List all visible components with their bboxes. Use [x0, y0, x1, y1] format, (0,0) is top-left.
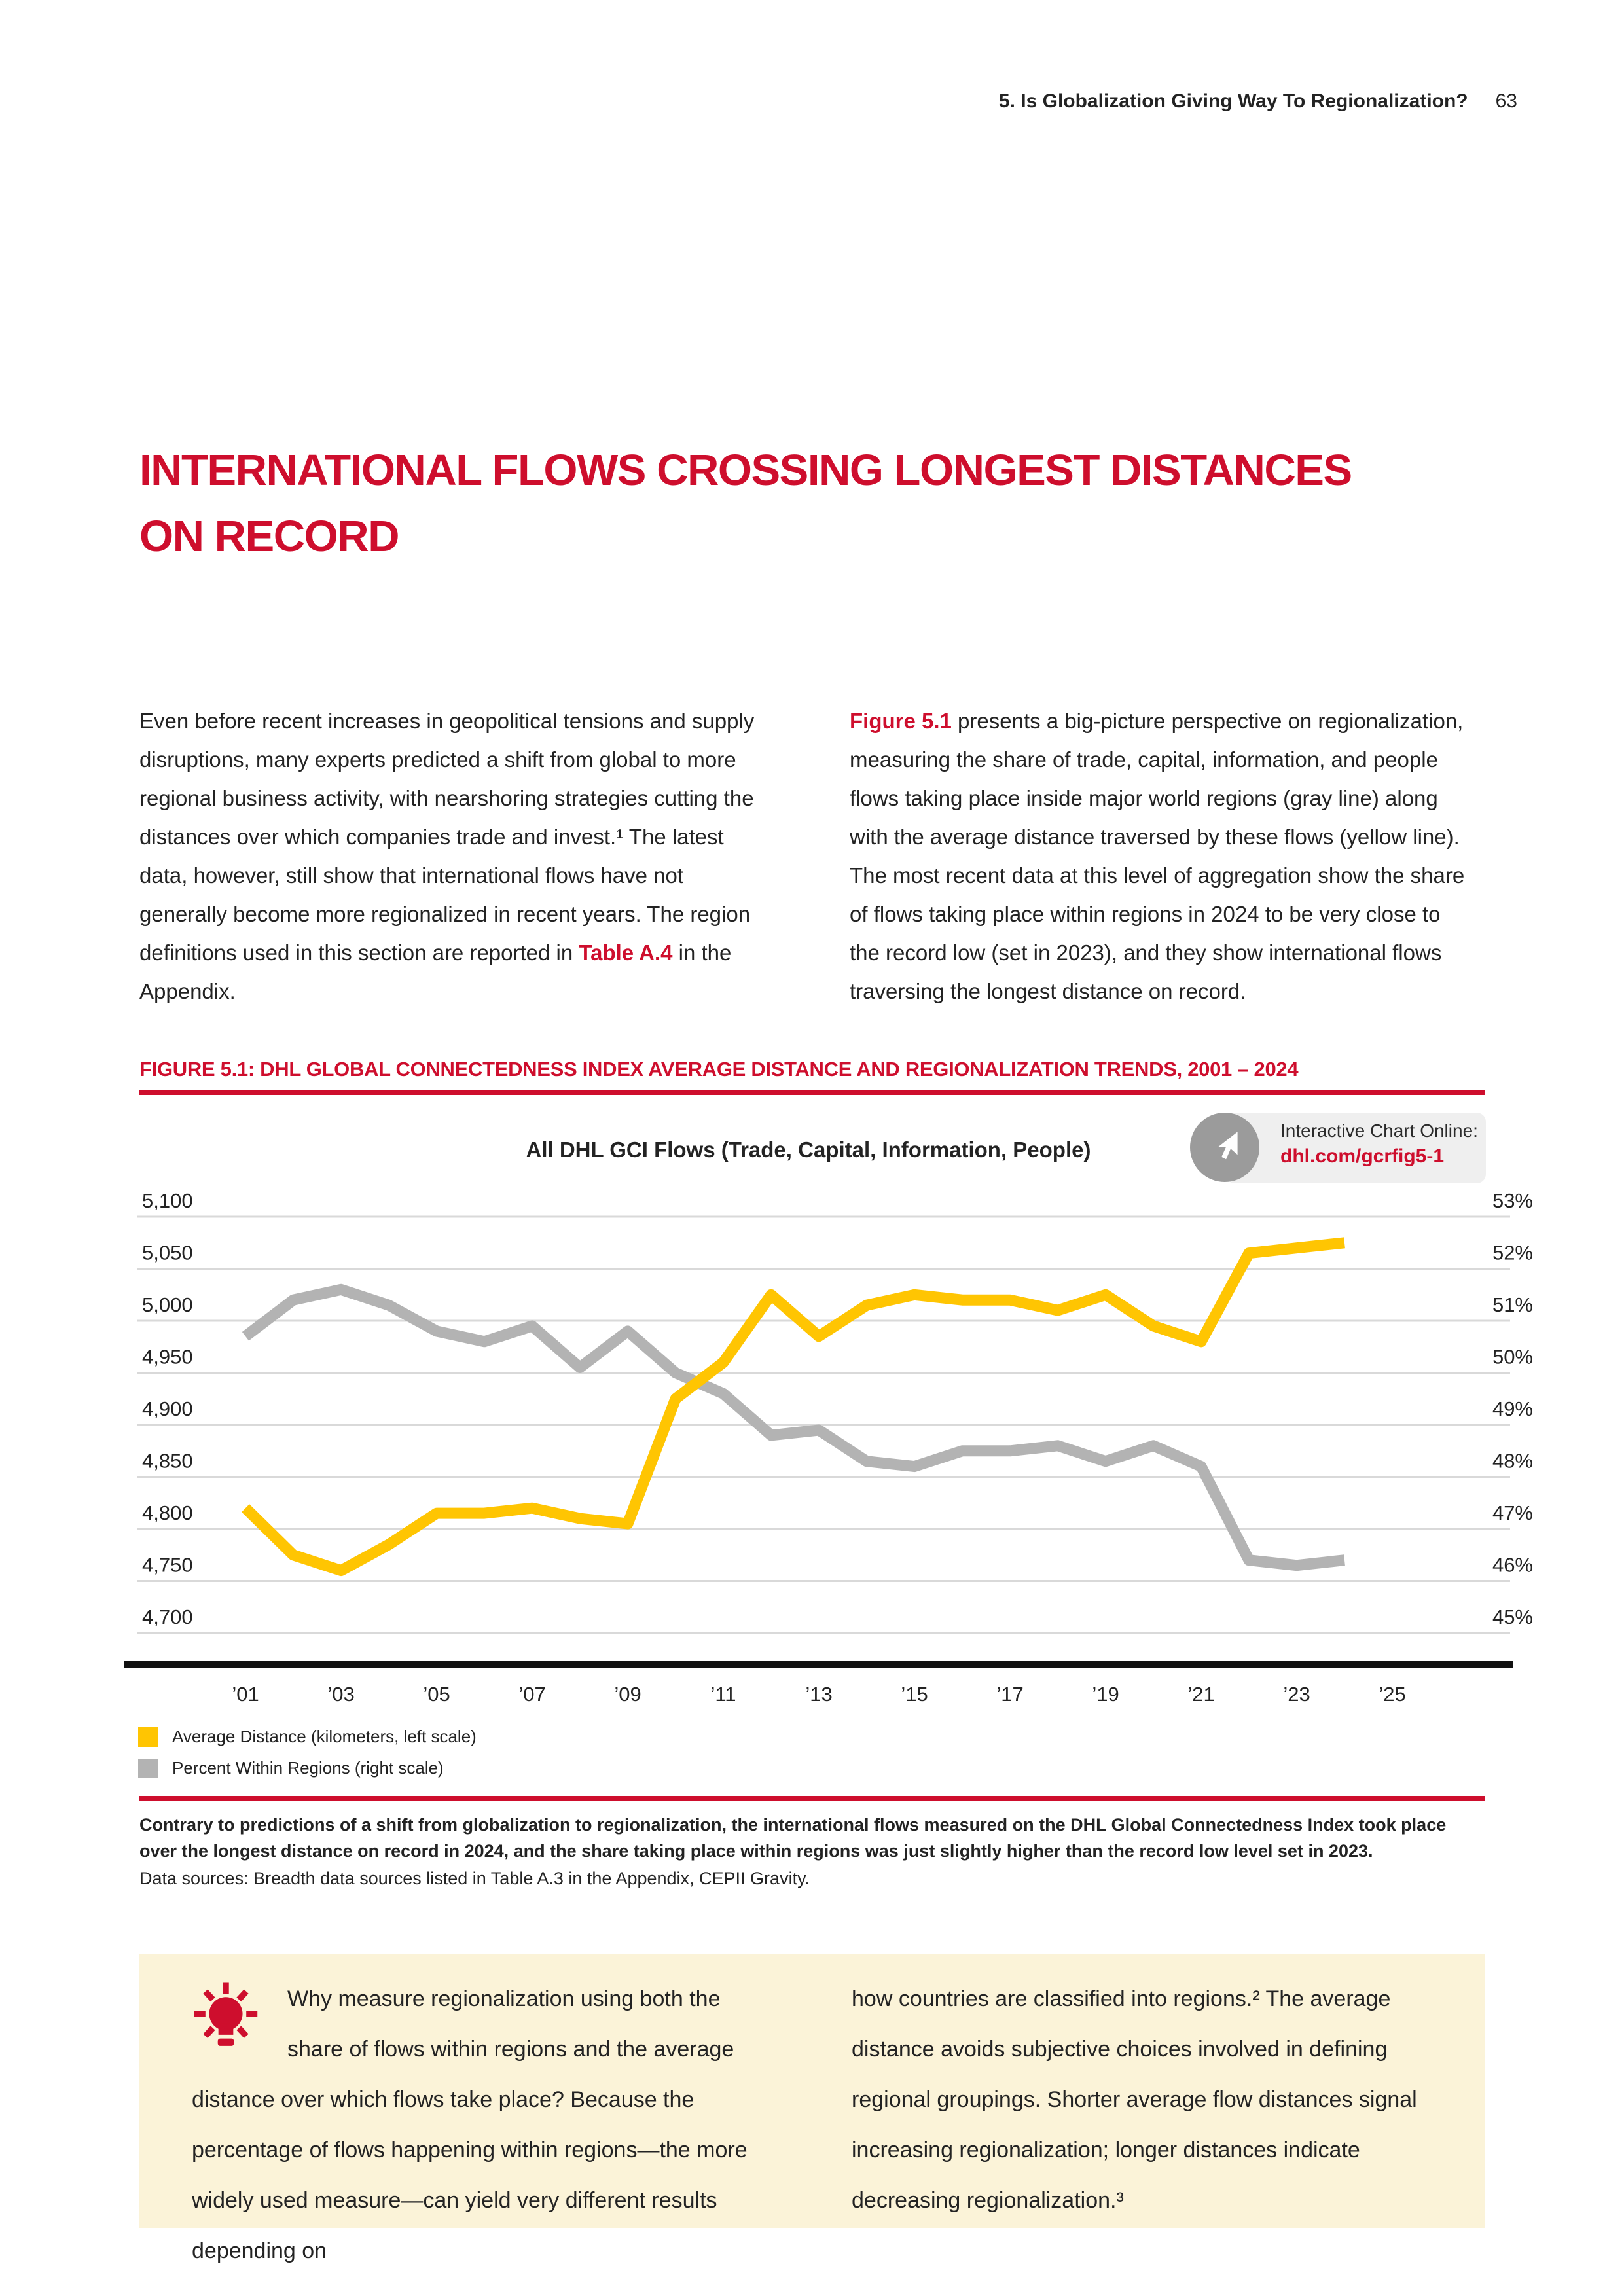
section-title-line2: ON RECORD: [139, 512, 399, 561]
x-axis-tick: ’01: [232, 1683, 259, 1706]
lightbulb-icon: [192, 1978, 260, 2067]
left-axis-tick: 4,700: [142, 1605, 193, 1628]
right-axis-tick: 49%: [1492, 1397, 1533, 1420]
insight-callout-box: [139, 1954, 1485, 2263]
chart-title: All DHL GCI Flows (Trade, Capital, Information, People): [526, 1138, 1091, 1162]
left-axis-tick: 4,750: [142, 1553, 193, 1577]
x-axis-line: [124, 1661, 1513, 1668]
intro-left-column: [139, 702, 760, 1011]
left-axis-tick: 4,950: [142, 1345, 193, 1369]
left-axis-tick: 4,900: [142, 1397, 193, 1420]
page-number: 63: [1495, 90, 1517, 112]
figure-chart-svg: [124, 1191, 1538, 1715]
left-axis-tick: 5,000: [142, 1293, 193, 1316]
legend-swatch: [138, 1759, 158, 1778]
section-title: [139, 437, 1514, 569]
callout-left-column: [192, 1974, 771, 2276]
legend-label: Average Distance (kilometers, left scale): [172, 1727, 477, 1746]
x-axis-tick: ’07: [518, 1683, 546, 1706]
figure-top-rule: [139, 1090, 1485, 1095]
x-axis-tick: ’19: [1092, 1683, 1119, 1706]
intro-right-text: presents a big-picture perspective on regionalization, measuring the share of trade, capital, information, and people flows taking place inside major world regions (gray line) along with the average distance traversed by these flows (yellow line). The most recent data at this level of aggregation show the share of flows taking place within regions in 2024 to be very close to the record low (set in 2023), and they show international flows traversing the longest distance on record.: [850, 709, 1465, 1003]
right-axis-tick: 45%: [1492, 1605, 1533, 1628]
average-distance-line: [245, 1243, 1344, 1571]
left-axis-tick: 5,100: [142, 1191, 193, 1212]
x-axis-tick: ’15: [901, 1683, 928, 1706]
callout-right-column: [852, 1974, 1431, 2226]
x-axis-tick: ’03: [327, 1683, 355, 1706]
x-axis-tick: ’23: [1283, 1683, 1310, 1706]
legend-item: [138, 1727, 477, 1747]
x-axis-tick: ’05: [423, 1683, 450, 1706]
callout-left-text: Why measure regionalization using both the share of flows within regions and the average distance over which flows take place? Because the percentage of flows happening within regions—the more widely used measure—can yield very different results depending on: [192, 1986, 748, 2263]
table-a4-link[interactable]: Table A.4: [579, 941, 673, 965]
left-axis-tick: 5,050: [142, 1241, 193, 1265]
figure-chart: [124, 1191, 1538, 1715]
left-axis-tick: 4,850: [142, 1449, 193, 1473]
interactive-badge-label: Interactive Chart Online:: [1280, 1121, 1478, 1141]
intro-right-column: [850, 702, 1470, 1011]
x-axis-tick: ’21: [1187, 1683, 1215, 1706]
figure-5-1-link[interactable]: Figure 5.1: [850, 709, 952, 733]
legend-swatch: [138, 1727, 158, 1747]
right-axis-tick: 53%: [1492, 1191, 1533, 1212]
right-axis-tick: 48%: [1492, 1449, 1533, 1473]
intro-left-text-end: in the Appendix.: [139, 941, 732, 1003]
x-axis-tick: ’13: [805, 1683, 833, 1706]
figure-data-sources: Data sources: Breadth data sources listed in Table A.3 in the Appendix, CEPII Gravity.: [139, 1869, 810, 1888]
interactive-badge-url[interactable]: dhl.com/gcrfig5-1: [1280, 1145, 1445, 1167]
callout-right-text: how countries are classified into regions.² The average distance avoids subjective choices involved in defining regional groupings. Shorter average flow distances signal increasing regionalization; longer distances indicate decreasing regionalization.³: [852, 1986, 1417, 2213]
figure-heading: FIGURE 5.1: DHL GLOBAL CONNECTEDNESS INDEX AVERAGE DISTANCE AND REGIONALIZATION TRENDS, 2001 – 2024: [139, 1058, 1299, 1081]
left-axis-tick: 4,800: [142, 1501, 193, 1524]
right-axis-tick: 52%: [1492, 1241, 1533, 1265]
section-title-line1: INTERNATIONAL FLOWS CROSSING LONGEST DISTANCES: [139, 446, 1352, 495]
right-axis-tick: 46%: [1492, 1553, 1533, 1577]
right-axis-tick: 50%: [1492, 1345, 1533, 1369]
x-axis-tick: ’25: [1379, 1683, 1406, 1706]
right-axis-tick: 47%: [1492, 1501, 1533, 1524]
page-header: [999, 90, 1517, 113]
chapter-title: 5. Is Globalization Giving Way To Regionalization?: [998, 90, 1468, 112]
x-axis-tick: ’17: [996, 1683, 1024, 1706]
chart-legend: [138, 1727, 477, 1778]
legend-label: Percent Within Regions (right scale): [172, 1758, 444, 1778]
right-axis-tick: 51%: [1492, 1293, 1533, 1316]
figure-bottom-rule: [139, 1796, 1485, 1801]
interactive-badge-text: [1280, 1121, 1483, 1168]
x-axis-tick: ’11: [710, 1683, 736, 1706]
intro-left-text: Even before recent increases in geopolitical tensions and supply disruptions, many experts predicted a shift from global to more regional business activity, with nearshoring strategies cutting the distances over which companies trade and invest.¹ The latest data, however, still show that international flows have not generally become more regionalized in recent years. The region definitions used in this section are reported in: [139, 709, 755, 965]
legend-item: [138, 1758, 477, 1778]
x-axis-tick: ’09: [614, 1683, 641, 1706]
figure-caption: Contrary to predictions of a shift from globalization to regionalization, the international flows measured on the DHL Global Connectedness Index took place over the longest distance on record in 2024, and the share taking place within regions was just slightly higher than the record low level set in 2023.: [139, 1815, 1447, 1861]
cursor-arrow-icon: [1190, 1113, 1259, 1182]
